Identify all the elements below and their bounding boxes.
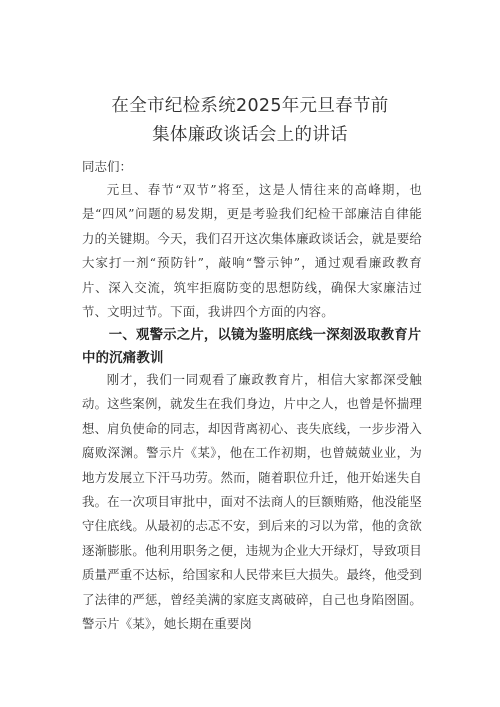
salutation: 同志们：: [82, 159, 133, 174]
intro-paragraph: 元旦、春节“双节”将至，这是人情往来的高峰期，也是“四风”问题的易发期，更是考验我们纪检干部廉洁自律能力的关键期。今天，我们召开这次集体廉政谈话会，就是要给大家打一剂“预防针”，敲响“警示钟”，通过观看廉政教育片、深入交流，筑牢拒腐防变的思想防线，确保大家廉洁过节、文明过节。下面，我讲四个方面的内容。: [82, 182, 422, 320]
section-1-paragraph: 刚才，我们一同观看了廉政教育片，相信大家都深受触动。这些案例，就发生在我们身边，片中之人，也曾是怀揣理想、肩负使命的同志，却因背离初心、丧失底线，一步步滑入腐败深渊。警示片《某》，他在工作初期，也曾兢兢业业，为地方发展立下汗马功劳。然而，随着职位升迁，他开始迷失自我。在一次项目审批中，面对不法商人的巨额贿赂，他没能坚守住底线。从最初的忐忑不安，到后来的习以为常，他的贪欲逐渐膨胀。他利用职务之便，违规为企业大开绿灯，导致项目质量严重不达标，给国家和人民带来巨大损失。最终，他受到了法律的严惩，曾经美满的家庭支离破碎，自己也身陷囹圄。警示片《某》，她长期在重要岗: [82, 372, 422, 632]
document-title-line-2: 集体廉政谈话会上的讲话: [152, 125, 348, 145]
section-heading-1: 一、观警示之片，以镜为鉴明底线一深刻汲取教育片中的沉痛教训: [82, 328, 422, 366]
document-title-line-1: 在全市纪检系统2025年元旦春节前: [111, 96, 389, 116]
